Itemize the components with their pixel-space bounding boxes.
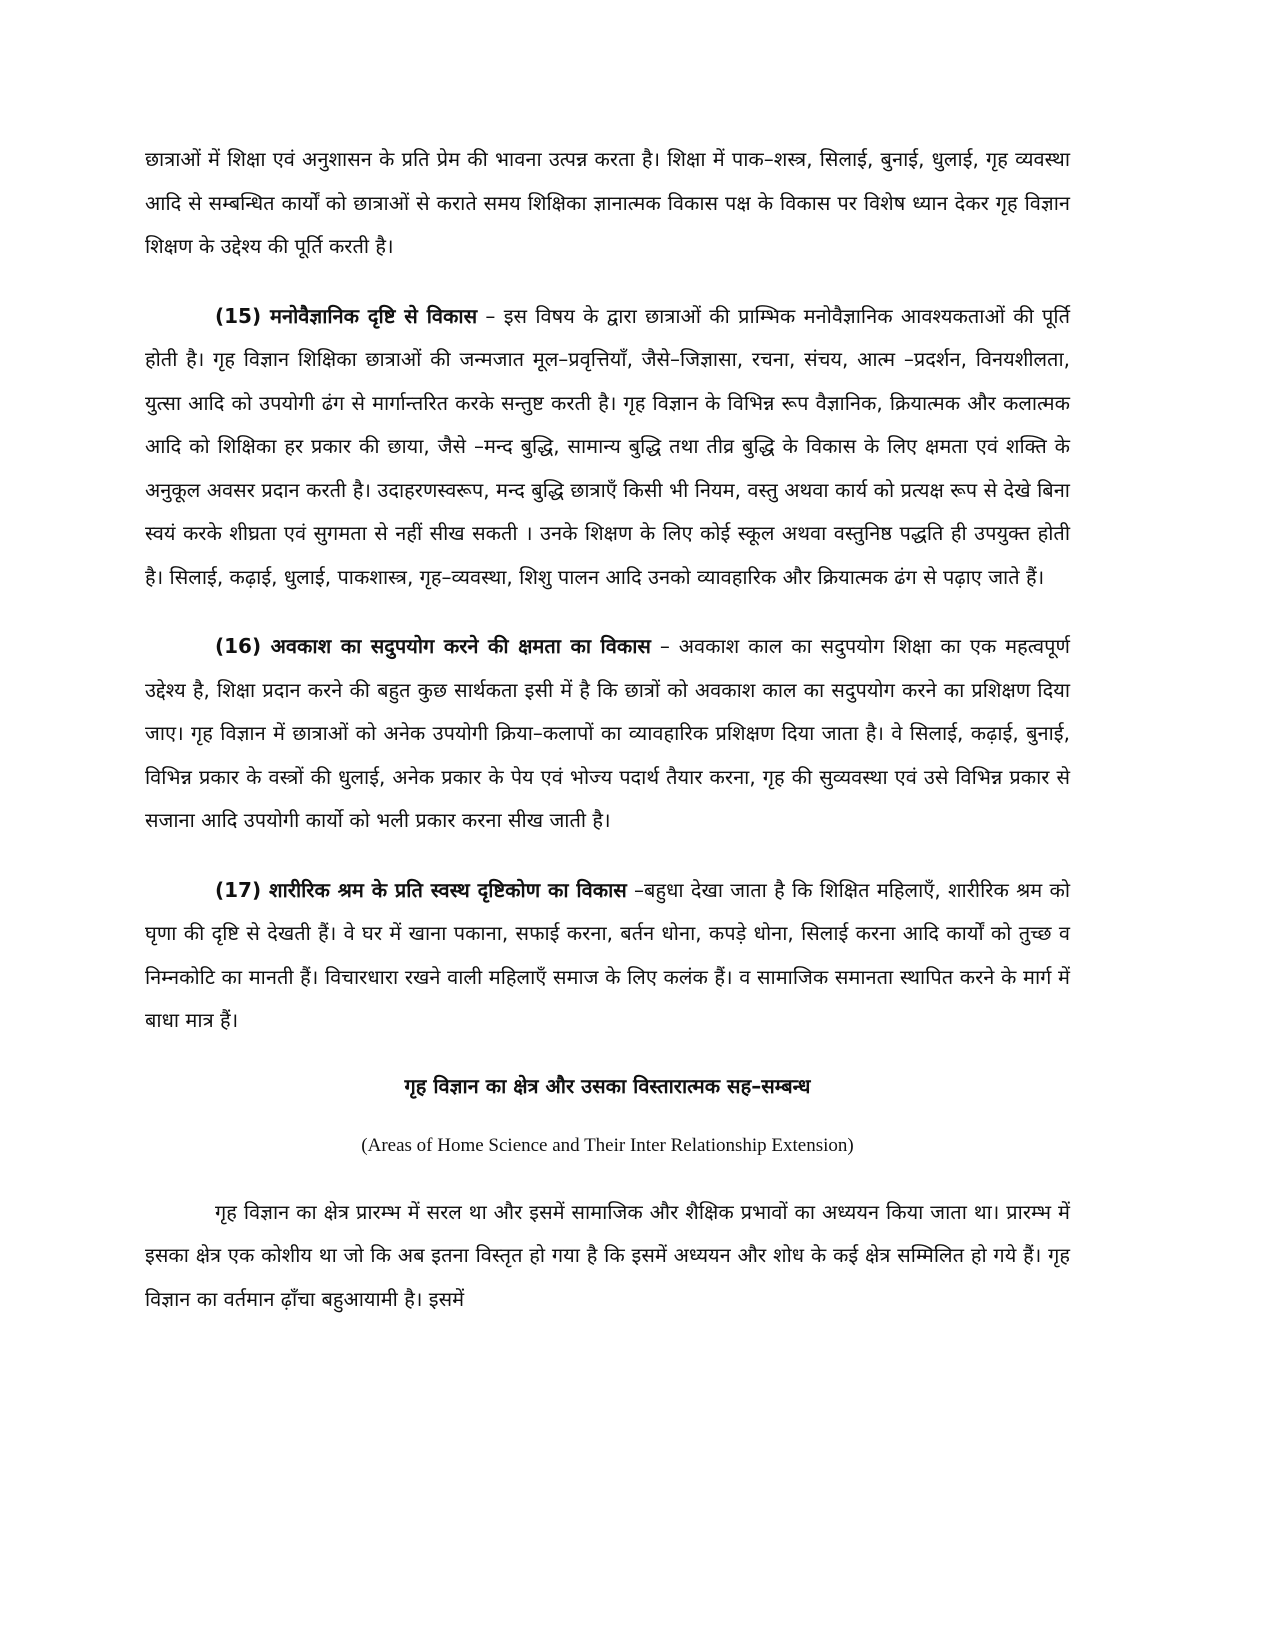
paragraph-17 xyxy=(145,869,1070,1043)
paragraph-15-body: – इस विषय के द्वारा छात्राओं की प्राम्भिक मनोवैज्ञानिक आवश्यकताओं की पूर्ति होती है। गृह विज्ञान शिक्षिका छात्राओं की जन्मजात मूल–प्रवृत्तियाँ, जैसे–जिज्ञासा, रचना, संचय, आत्म –प्रदर्शन, विनयशीलता, युत्सा आदि को उपयोगी ढंग से मार्गान्तरित करके सन्तुष्ट करती है। गृह विज्ञान के विभिन्न रूप वैज्ञानिक, क्रियात्मक और कलात्मक आदि को शिक्षिका हर प्रकार की छाया, जैसे –मन्द बुद्धि, सामान्य बुद्धि तथा तीव्र बुद्धि के विकास के लिए क्षमता एवं शक्ति के अनुकूल अवसर प्रदान करती है। उदाहरणस्वरूप, मन्द बुद्धि छात्राएँ किसी भी नियम, वस्तु अथवा कार्य को प्रत्यक्ष रूप से देखे बिना स्वयं करके शीघ्रता एवं सुगमता से नहीं सीख सकती । उनके शिक्षण के लिए कोई स्कूल अथवा वस्तुनिष्ठ पद्धति ही उपयुक्त होती है। सिलाई, कढ़ाई, धुलाई, पाकशास्त्र, गृह–व्यवस्था, शिशु पालन आदि उनको व्यावहारिक और क्रियात्मक ढंग से पढ़ाए जाते हैं। xyxy=(145,303,1070,589)
paragraph-17-heading: (17) शारीरिक श्रम के प्रति स्वस्थ दृष्टिकोण का विकास xyxy=(215,877,627,902)
paragraph-17-body: –बहुधा देखा जाता है कि शिक्षित महिलाएँ, शारीरिक श्रम को घृणा की दृष्टि से देखती हैं। वे घर में खाना पकाना, सफाई करना, बर्तन धोना, कपड़े धोना, सिलाई करना आदि कार्यों को तुच्छ व निम्नकोटि का मानती हैं। विचारधारा रखने वाली महिलाएँ समाज के लिए कलंक हैं। व सामाजिक समानता स्थापित करने के मार्ग में बाधा मात्र हैं। xyxy=(145,877,1070,1032)
section-title: गृह विज्ञान का क्षेत्र और उसका विस्तारात्मक सह–सम्बन्ध xyxy=(404,1073,811,1098)
document-page xyxy=(145,138,1070,1321)
paragraph-16-body: – अवकाश काल का सदुपयोग शिक्षा का एक महत्वपूर्ण उद्देश्य है, शिक्षा प्रदान करने की बहुत कुछ सार्थकता इसी में है कि छात्रों को अवकाश काल का सदुपयोग करने का प्रशिक्षण दिया जाए। गृह विज्ञान में छात्राओं को अनेक उपयोगी क्रिया–कलापों का व्यावहारिक प्रशिक्षण दिया जाता है। वे सिलाई, कढ़ाई, बुनाई, विभिन्न प्रकार के वस्त्रों की धुलाई, अनेक प्रकार के पेय एवं भोज्य पदार्थ तैयार करना, गृह की सुव्यवस्था एवं उसे विभिन्न प्रकार से सजाना आदि उपयोगी कार्यो को भली प्रकार करना सीख जाती है। xyxy=(145,634,1070,832)
paragraph-15-heading: (15) मनोवैज्ञानिक दृष्टि से विकास xyxy=(215,303,478,328)
paragraph-15 xyxy=(145,295,1070,600)
paragraph-areas: गृह विज्ञान का क्षेत्र प्रारम्भ में सरल था और इसमें सामाजिक और शैक्षिक प्रभावों का अध्ययन किया जाता था। प्रारम्भ में इसका क्षेत्र एक कोशीय था जो कि अब इतना विस्तृत हो गया है कि इसमें अध्ययन और शोध के कई क्षेत्र सम्मिलित हो गये हैं। गृह विज्ञान का वर्तमान ढ़ाँचा बहुआयामी है। इसमें xyxy=(145,1199,1070,1311)
paragraph-16-heading: (16) अवकाश का सदुपयोग करने की क्षमता का विकास xyxy=(215,634,651,658)
section-subtitle: (Areas of Home Science and Their Inter Relationship Extension) xyxy=(361,1134,854,1156)
paragraph-intro: छात्राओं में शिक्षा एवं अनुशासन के प्रति प्रेम की भावना उत्पन्न करता है। शिक्षा में पाक–शस्त्र, सिलाई, बुनाई, धुलाई, गृह व्यवस्था आदि से सम्बन्धित कार्यों को छात्राओं से कराते समय शिक्षिका ज्ञानात्मक विकास पक्ष के विकास पर विशेष ध्यान देकर गृह विज्ञान शिक्षण के उद्देश्य की पूर्ति करती है। xyxy=(145,147,1070,258)
paragraph-16 xyxy=(145,625,1070,843)
